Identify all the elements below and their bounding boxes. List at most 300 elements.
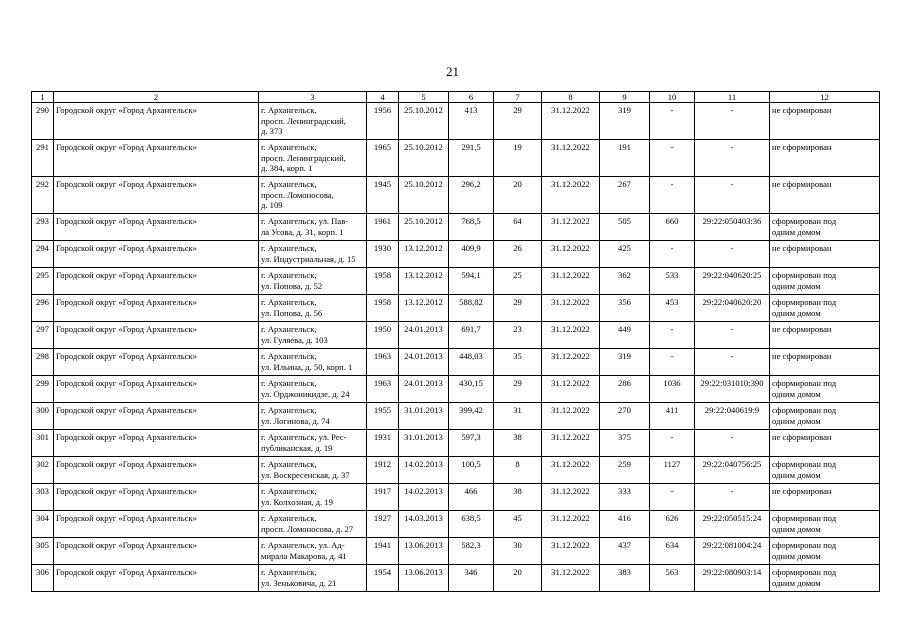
cadastral-number-cell: - <box>695 322 770 349</box>
land-plot-status-cell <box>770 403 880 430</box>
land-area-cell: 660 <box>650 214 695 241</box>
column-9-cell: 425 <box>600 241 650 268</box>
row-number: 301 <box>32 430 54 457</box>
area-cell: 430,15 <box>449 376 494 403</box>
row-number: 300 <box>32 403 54 430</box>
recognition-date-cell: 13.12.2012 <box>399 295 449 322</box>
column-9-cell: 267 <box>600 177 650 214</box>
recognition-date-cell: 25.10.2012 <box>399 140 449 177</box>
area-cell: 296,2 <box>449 177 494 214</box>
land-plot-status-cell-line: одним домом <box>772 388 821 399</box>
deadline-cell: 31.12.2022 <box>542 140 600 177</box>
land-area-cell: - <box>650 322 695 349</box>
land-plot-status-cell-line: не сформирован <box>772 351 832 362</box>
land-plot-status-cell-line: не сформирован <box>772 486 832 497</box>
year-built-cell: 1956 <box>367 103 399 140</box>
area-cell: 448,03 <box>449 349 494 376</box>
address-cell-line: просп. Ломоносова, <box>261 189 334 200</box>
address-cell-line: д. 373 <box>261 126 283 137</box>
table-row <box>32 103 880 140</box>
year-built-cell: 1930 <box>367 241 399 268</box>
year-built-cell: 1917 <box>367 484 399 511</box>
municipality-cell: Городской округ «Город Архангельск» <box>54 349 259 376</box>
area-cell: 638,5 <box>449 511 494 538</box>
land-plot-status-cell-line: одним домом <box>772 577 821 588</box>
address-cell <box>259 322 367 349</box>
address-cell-line: публиканская, д. 19 <box>261 442 333 453</box>
residents-cell: 25 <box>494 268 542 295</box>
deadline-cell: 31.12.2022 <box>542 511 600 538</box>
row-number: 305 <box>32 538 54 565</box>
table-row <box>32 214 880 241</box>
address-cell-line: ул. Орджоникидзе, д. 24 <box>261 388 350 399</box>
column-9-cell: 375 <box>600 430 650 457</box>
cadastral-number-cell: - <box>695 430 770 457</box>
residents-cell: 26 <box>494 241 542 268</box>
address-cell <box>259 430 367 457</box>
column-header-7: 7 <box>494 92 542 103</box>
land-plot-status-cell-line: одним домом <box>772 415 821 426</box>
table-body <box>32 92 880 592</box>
land-area-cell: 1127 <box>650 457 695 484</box>
column-9-cell: 191 <box>600 140 650 177</box>
address-cell-line: ла Усова, д. 31, корп. 1 <box>261 226 344 237</box>
address-cell-line: г. Архангельск, <box>261 351 317 362</box>
address-cell <box>259 214 367 241</box>
recognition-date-cell: 13.06.2013 <box>399 565 449 592</box>
land-plot-status-cell-line: сформирован под <box>772 513 837 524</box>
address-cell-line: ул. Гуляева, д. 103 <box>261 334 328 345</box>
land-plot-status-cell-line: сформирован под <box>772 459 837 470</box>
cadastral-number-cell: 29:22:040620:25 <box>695 268 770 295</box>
year-built-cell: 1961 <box>367 214 399 241</box>
area-cell: 100,5 <box>449 457 494 484</box>
year-built-cell: 1954 <box>367 565 399 592</box>
address-cell-line: г. Архангельск, <box>261 270 317 281</box>
recognition-date-cell: 25.10.2012 <box>399 103 449 140</box>
table-row <box>32 511 880 538</box>
residents-cell: 38 <box>494 484 542 511</box>
cadastral-number-cell: 29:22:050515:24 <box>695 511 770 538</box>
municipality-cell: Городской округ «Город Архангельск» <box>54 322 259 349</box>
deadline-cell: 31.12.2022 <box>542 103 600 140</box>
address-cell <box>259 295 367 322</box>
municipality-cell: Городской округ «Город Архангельск» <box>54 538 259 565</box>
row-number: 303 <box>32 484 54 511</box>
municipality-cell: Городской округ «Город Архангельск» <box>54 511 259 538</box>
land-plot-status-cell-line: не сформирован <box>772 324 832 335</box>
land-area-cell: - <box>650 177 695 214</box>
residents-cell: 31 <box>494 403 542 430</box>
land-plot-status-cell <box>770 214 880 241</box>
land-plot-status-cell-line: одним домом <box>772 280 821 291</box>
address-cell <box>259 565 367 592</box>
deadline-cell: 31.12.2022 <box>542 268 600 295</box>
year-built-cell: 1958 <box>367 268 399 295</box>
cadastral-number-cell: - <box>695 349 770 376</box>
land-plot-status-cell <box>770 241 880 268</box>
cadastral-number-cell: - <box>695 241 770 268</box>
address-cell <box>259 140 367 177</box>
deadline-cell: 31.12.2022 <box>542 241 600 268</box>
residents-cell: 30 <box>494 538 542 565</box>
address-cell-line: ул. Логинова, д. 74 <box>261 415 330 426</box>
address-cell-line: г. Архангельск, <box>261 243 317 254</box>
table-row <box>32 295 880 322</box>
municipality-cell: Городской округ «Город Архангельск» <box>54 403 259 430</box>
address-cell-line: ул. Индустриальная, д. 15 <box>261 253 356 264</box>
address-cell-line: д. 109 <box>261 200 283 211</box>
municipality-cell: Городской округ «Город Архангельск» <box>54 457 259 484</box>
address-cell <box>259 403 367 430</box>
land-plot-status-cell-line: не сформирован <box>772 105 832 116</box>
land-plot-status-cell-line: сформирован под <box>772 567 837 578</box>
land-area-cell: 563 <box>650 565 695 592</box>
address-cell <box>259 484 367 511</box>
residents-cell: 23 <box>494 322 542 349</box>
table-row <box>32 403 880 430</box>
column-9-cell: 437 <box>600 538 650 565</box>
address-cell <box>259 376 367 403</box>
row-number: 302 <box>32 457 54 484</box>
address-cell <box>259 457 367 484</box>
cadastral-number-cell: 29:22:081004:24 <box>695 538 770 565</box>
land-plot-status-cell <box>770 177 880 214</box>
land-area-cell: - <box>650 484 695 511</box>
residents-cell: 8 <box>494 457 542 484</box>
recognition-date-cell: 24.01.2013 <box>399 376 449 403</box>
land-plot-status-cell-line: сформирован под <box>772 378 837 389</box>
address-cell-line: г. Архангельск, ул. Пав- <box>261 216 349 227</box>
deadline-cell: 31.12.2022 <box>542 322 600 349</box>
land-plot-status-cell <box>770 295 880 322</box>
address-cell-line: г. Архангельск, <box>261 405 317 416</box>
address-cell-line: просп. Ломоносова, д. 27 <box>261 523 354 534</box>
land-plot-status-cell-line: сформирован под <box>772 540 837 551</box>
address-cell-line: ул. Зеньковича, д. 21 <box>261 577 337 588</box>
recognition-date-cell: 13.12.2012 <box>399 241 449 268</box>
table-row <box>32 349 880 376</box>
year-built-cell: 1963 <box>367 349 399 376</box>
year-built-cell: 1912 <box>367 457 399 484</box>
land-plot-status-cell-line: одним домом <box>772 307 821 318</box>
column-9-cell: 362 <box>600 268 650 295</box>
column-header-1: 1 <box>32 92 54 103</box>
column-header-3: 3 <box>259 92 367 103</box>
address-cell-line: г. Архангельск, <box>261 324 317 335</box>
address-cell-line: д. 384, корп. 1 <box>261 163 313 174</box>
address-cell-line: г. Архангельск, <box>261 513 317 524</box>
column-header-12: 12 <box>770 92 880 103</box>
residents-cell: 64 <box>494 214 542 241</box>
address-cell-line: ул. Попова, д. 52 <box>261 280 323 291</box>
year-built-cell: 1963 <box>367 376 399 403</box>
table-row <box>32 538 880 565</box>
residents-cell: 19 <box>494 140 542 177</box>
address-cell-line: ул. Воскресенская, д. 37 <box>261 469 350 480</box>
address-cell <box>259 268 367 295</box>
municipality-cell: Городской округ «Город Архангельск» <box>54 484 259 511</box>
row-number: 297 <box>32 322 54 349</box>
land-plot-status-cell <box>770 538 880 565</box>
municipality-cell: Городской округ «Город Архангельск» <box>54 103 259 140</box>
recognition-date-cell: 25.10.2012 <box>399 177 449 214</box>
deadline-cell: 31.12.2022 <box>542 430 600 457</box>
year-built-cell: 1941 <box>367 538 399 565</box>
column-9-cell: 286 <box>600 376 650 403</box>
residents-cell: 20 <box>494 177 542 214</box>
column-header-9: 9 <box>600 92 650 103</box>
area-cell: 399,42 <box>449 403 494 430</box>
cadastral-number-cell: - <box>695 140 770 177</box>
land-area-cell: - <box>650 241 695 268</box>
column-header-6: 6 <box>449 92 494 103</box>
municipality-cell: Городской округ «Город Архангельск» <box>54 140 259 177</box>
address-cell-line: г. Архангельск, <box>261 459 317 470</box>
column-9-cell: 319 <box>600 103 650 140</box>
year-built-cell: 1958 <box>367 295 399 322</box>
address-cell-line: г. Архангельск, <box>261 378 317 389</box>
recognition-date-cell: 31.01.2013 <box>399 430 449 457</box>
area-cell: 594,1 <box>449 268 494 295</box>
column-9-cell: 449 <box>600 322 650 349</box>
land-area-cell: 626 <box>650 511 695 538</box>
cadastral-number-cell: 29:22:040756:25 <box>695 457 770 484</box>
land-plot-status-cell-line: не сформирован <box>772 179 832 190</box>
land-plot-status-cell-line: сформирован под <box>772 297 837 308</box>
column-9-cell: 333 <box>600 484 650 511</box>
year-built-cell: 1931 <box>367 430 399 457</box>
table-row <box>32 140 880 177</box>
area-cell: 588,82 <box>449 295 494 322</box>
deadline-cell: 31.12.2022 <box>542 214 600 241</box>
municipality-cell: Городской округ «Город Архангельск» <box>54 177 259 214</box>
deadline-cell: 31.12.2022 <box>542 376 600 403</box>
cadastral-number-cell: 29:22:040619:9 <box>695 403 770 430</box>
residents-cell: 45 <box>494 511 542 538</box>
address-cell <box>259 538 367 565</box>
residents-cell: 35 <box>494 349 542 376</box>
area-cell: 409,9 <box>449 241 494 268</box>
column-9-cell: 416 <box>600 511 650 538</box>
table-row <box>32 376 880 403</box>
cadastral-number-cell: 29:22:040620:20 <box>695 295 770 322</box>
page-number: 21 <box>446 64 459 79</box>
land-area-cell: - <box>650 140 695 177</box>
address-cell-line: г. Архангельск, <box>261 105 317 116</box>
cadastral-number-cell: 29:22:050403:36 <box>695 214 770 241</box>
area-cell: 413 <box>449 103 494 140</box>
table-row <box>32 457 880 484</box>
row-number: 294 <box>32 241 54 268</box>
table-row <box>32 177 880 214</box>
table-row <box>32 484 880 511</box>
deadline-cell: 31.12.2022 <box>542 295 600 322</box>
area-cell: 291,5 <box>449 140 494 177</box>
recognition-date-cell: 31.01.2013 <box>399 403 449 430</box>
address-cell-line: ул. Попова, д. 56 <box>261 307 323 318</box>
land-area-cell: 1036 <box>650 376 695 403</box>
year-built-cell: 1927 <box>367 511 399 538</box>
table-row <box>32 241 880 268</box>
recognition-date-cell: 14.03.2013 <box>399 511 449 538</box>
address-cell-line: г. Архангельск, ул. Ад- <box>261 540 345 551</box>
address-cell-line: г. Архангельск, <box>261 486 317 497</box>
deadline-cell: 31.12.2022 <box>542 484 600 511</box>
municipality-cell: Городской округ «Город Архангельск» <box>54 295 259 322</box>
residents-cell: 20 <box>494 565 542 592</box>
table-header-row <box>32 92 880 103</box>
address-cell-line: г. Архангельск, ул. Рес- <box>261 432 347 443</box>
land-plot-status-cell-line: сформирован под <box>772 405 837 416</box>
area-cell: 466 <box>449 484 494 511</box>
row-number: 306 <box>32 565 54 592</box>
land-plot-status-cell <box>770 457 880 484</box>
address-cell-line: г. Архангельск, <box>261 142 317 153</box>
row-number: 295 <box>32 268 54 295</box>
area-cell: 582,3 <box>449 538 494 565</box>
land-plot-status-cell-line: одним домом <box>772 523 821 534</box>
deadline-cell: 31.12.2022 <box>542 538 600 565</box>
recognition-date-cell: 13.06.2013 <box>399 538 449 565</box>
housing-registry-table <box>31 91 880 592</box>
cadastral-number-cell: - <box>695 103 770 140</box>
residents-cell: 29 <box>494 295 542 322</box>
cadastral-number-cell: 29:22:080903:14 <box>695 565 770 592</box>
land-plot-status-cell-line: не сформирован <box>772 142 832 153</box>
cadastral-number-cell: 29:22:031010:390 <box>695 376 770 403</box>
area-cell: 768,5 <box>449 214 494 241</box>
row-number: 304 <box>32 511 54 538</box>
cadastral-number-cell: - <box>695 484 770 511</box>
municipality-cell: Городской округ «Город Архангельск» <box>54 376 259 403</box>
table-row <box>32 268 880 295</box>
land-plot-status-cell-line: одним домом <box>772 226 821 237</box>
column-header-8: 8 <box>542 92 600 103</box>
column-header-2: 2 <box>54 92 259 103</box>
address-cell-line: ул. Ильина, д. 50, корп. 1 <box>261 361 353 372</box>
land-plot-status-cell-line: не сформирован <box>772 243 832 254</box>
deadline-cell: 31.12.2022 <box>542 349 600 376</box>
recognition-date-cell: 25.10.2012 <box>399 214 449 241</box>
column-9-cell: 270 <box>600 403 650 430</box>
land-plot-status-cell-line: одним домом <box>772 550 821 561</box>
land-plot-status-cell <box>770 140 880 177</box>
column-header-11: 11 <box>695 92 770 103</box>
land-plot-status-cell <box>770 349 880 376</box>
row-number: 296 <box>32 295 54 322</box>
address-cell-line: г. Архангельск, <box>261 179 317 190</box>
municipality-cell: Городской округ «Город Архангельск» <box>54 430 259 457</box>
address-cell-line: мирала Макарова, д. 41 <box>261 550 347 561</box>
table-row <box>32 322 880 349</box>
deadline-cell: 31.12.2022 <box>542 177 600 214</box>
column-9-cell: 505 <box>600 214 650 241</box>
row-number: 291 <box>32 140 54 177</box>
land-area-cell: 453 <box>650 295 695 322</box>
recognition-date-cell: 24.01.2013 <box>399 322 449 349</box>
address-cell <box>259 511 367 538</box>
year-built-cell: 1950 <box>367 322 399 349</box>
land-plot-status-cell <box>770 103 880 140</box>
address-cell-line: просп. Ленинградский, <box>261 115 346 126</box>
land-plot-status-cell <box>770 511 880 538</box>
year-built-cell: 1945 <box>367 177 399 214</box>
land-plot-status-cell-line: сформирован под <box>772 216 837 227</box>
land-area-cell: - <box>650 103 695 140</box>
land-plot-status-cell <box>770 430 880 457</box>
land-area-cell: 533 <box>650 268 695 295</box>
row-number: 292 <box>32 177 54 214</box>
land-area-cell: - <box>650 430 695 457</box>
land-plot-status-cell <box>770 268 880 295</box>
land-plot-status-cell-line: одним домом <box>772 469 821 480</box>
residents-cell: 29 <box>494 103 542 140</box>
recognition-date-cell: 14.02.2013 <box>399 484 449 511</box>
year-built-cell: 1965 <box>367 140 399 177</box>
land-area-cell: 634 <box>650 538 695 565</box>
table-row <box>32 565 880 592</box>
recognition-date-cell: 13.12.2012 <box>399 268 449 295</box>
land-plot-status-cell-line: сформирован под <box>772 270 837 281</box>
recognition-date-cell: 14.02.2013 <box>399 457 449 484</box>
recognition-date-cell: 24.01.2013 <box>399 349 449 376</box>
row-number: 298 <box>32 349 54 376</box>
address-cell <box>259 177 367 214</box>
address-cell-line: г. Архангельск, <box>261 297 317 308</box>
municipality-cell: Городской округ «Город Архангельск» <box>54 214 259 241</box>
land-plot-status-cell <box>770 322 880 349</box>
land-plot-status-cell <box>770 484 880 511</box>
deadline-cell: 31.12.2022 <box>542 565 600 592</box>
row-number: 290 <box>32 103 54 140</box>
column-9-cell: 319 <box>600 349 650 376</box>
area-cell: 691,7 <box>449 322 494 349</box>
municipality-cell: Городской округ «Город Архангельск» <box>54 565 259 592</box>
row-number: 293 <box>32 214 54 241</box>
land-plot-status-cell <box>770 376 880 403</box>
residents-cell: 38 <box>494 430 542 457</box>
land-area-cell: - <box>650 349 695 376</box>
cadastral-number-cell: - <box>695 177 770 214</box>
column-9-cell: 356 <box>600 295 650 322</box>
area-cell: 597,3 <box>449 430 494 457</box>
column-header-10: 10 <box>650 92 695 103</box>
column-9-cell: 383 <box>600 565 650 592</box>
year-built-cell: 1955 <box>367 403 399 430</box>
address-cell-line: ул. Колхозная, д. 19 <box>261 496 333 507</box>
residents-cell: 29 <box>494 376 542 403</box>
deadline-cell: 31.12.2022 <box>542 457 600 484</box>
municipality-cell: Городской округ «Город Архангельск» <box>54 241 259 268</box>
land-area-cell: 411 <box>650 403 695 430</box>
land-plot-status-cell-line: не сформирован <box>772 432 832 443</box>
column-header-5: 5 <box>399 92 449 103</box>
column-header-4: 4 <box>367 92 399 103</box>
address-cell <box>259 103 367 140</box>
row-number: 299 <box>32 376 54 403</box>
column-9-cell: 259 <box>600 457 650 484</box>
table-row <box>32 430 880 457</box>
deadline-cell: 31.12.2022 <box>542 403 600 430</box>
municipality-cell: Городской округ «Город Архангельск» <box>54 268 259 295</box>
address-cell <box>259 349 367 376</box>
area-cell: 346 <box>449 565 494 592</box>
address-cell-line: г. Архангельск, <box>261 567 317 578</box>
land-plot-status-cell <box>770 565 880 592</box>
address-cell <box>259 241 367 268</box>
address-cell-line: просп. Ленинградский, <box>261 152 346 163</box>
